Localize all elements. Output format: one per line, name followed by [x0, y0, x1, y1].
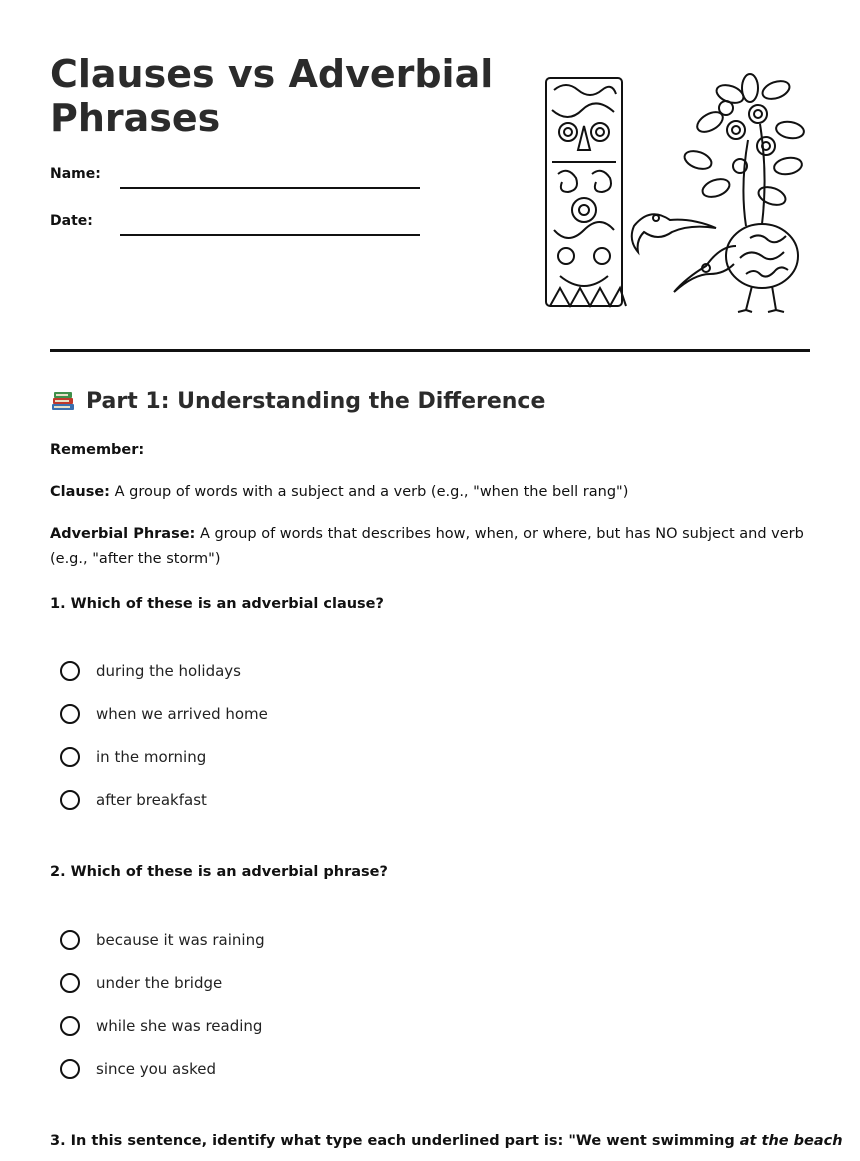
clause-definition-text: A group of words with a subject and a verb (e.g., "when the bell rang") — [114, 484, 629, 500]
option-label: since you asked — [96, 1060, 216, 1078]
date-label: Date: — [50, 213, 93, 229]
question-1-prompt: 1. Which of these is an adverbial clause? — [50, 596, 384, 612]
option-label: while she was reading — [96, 1017, 263, 1035]
section-divider — [50, 349, 810, 352]
phrase-term: Adverbial Phrase: — [50, 526, 196, 542]
q1-option[interactable] — [60, 661, 241, 681]
remember-label: Remember: — [50, 442, 145, 458]
date-field[interactable] — [120, 234, 420, 236]
radio-button[interactable] — [60, 704, 80, 724]
part1-heading — [50, 388, 545, 414]
question-2-prompt: 2. Which of these is an adverbial phrase? — [50, 864, 388, 880]
radio-button[interactable] — [60, 790, 80, 810]
phrase-definition — [50, 522, 810, 572]
name-label: Name: — [50, 166, 101, 182]
radio-button[interactable] — [60, 973, 80, 993]
carved-post-icon — [546, 78, 622, 306]
q2-option[interactable] — [60, 1059, 216, 1079]
q1-option[interactable] — [60, 790, 207, 810]
phrase-definition-text: A group of words that describes how, when, or where, but has NO subject and verb (e.g., "after the storm") — [50, 526, 804, 567]
q2-option[interactable] — [60, 930, 265, 950]
question-3-prompt — [50, 1133, 843, 1149]
radio-button[interactable] — [60, 1016, 80, 1036]
bird-head-icon — [632, 214, 716, 252]
radio-button[interactable] — [60, 1059, 80, 1079]
q2-option[interactable] — [60, 973, 222, 993]
option-label: during the holidays — [96, 662, 241, 680]
option-label: in the morning — [96, 748, 207, 766]
option-label: under the bridge — [96, 974, 223, 992]
question-3-prompt-text: 3. In this sentence, identify what type each underlined part is: "We went swimming — [50, 1133, 740, 1149]
radio-button[interactable] — [60, 930, 80, 950]
name-field[interactable] — [120, 187, 420, 189]
option-label: because it was raining — [96, 931, 265, 949]
illustration-image — [540, 70, 810, 315]
q1-option[interactable] — [60, 704, 268, 724]
option-label: when we arrived home — [96, 705, 268, 723]
clause-term: Clause: — [50, 484, 110, 500]
option-label: after breakfast — [96, 791, 207, 809]
radio-button[interactable] — [60, 661, 80, 681]
q2-option[interactable] — [60, 1016, 262, 1036]
q1-option[interactable] — [60, 747, 206, 767]
radio-button[interactable] — [60, 747, 80, 767]
clause-definition — [50, 480, 810, 505]
books-icon — [50, 388, 76, 414]
question-3-emphasis: at the beach — [739, 1133, 843, 1149]
page-title: Clauses vs Adverbial Phrases — [50, 52, 494, 140]
part1-heading-text: Part 1: Understanding the Difference — [86, 388, 546, 414]
